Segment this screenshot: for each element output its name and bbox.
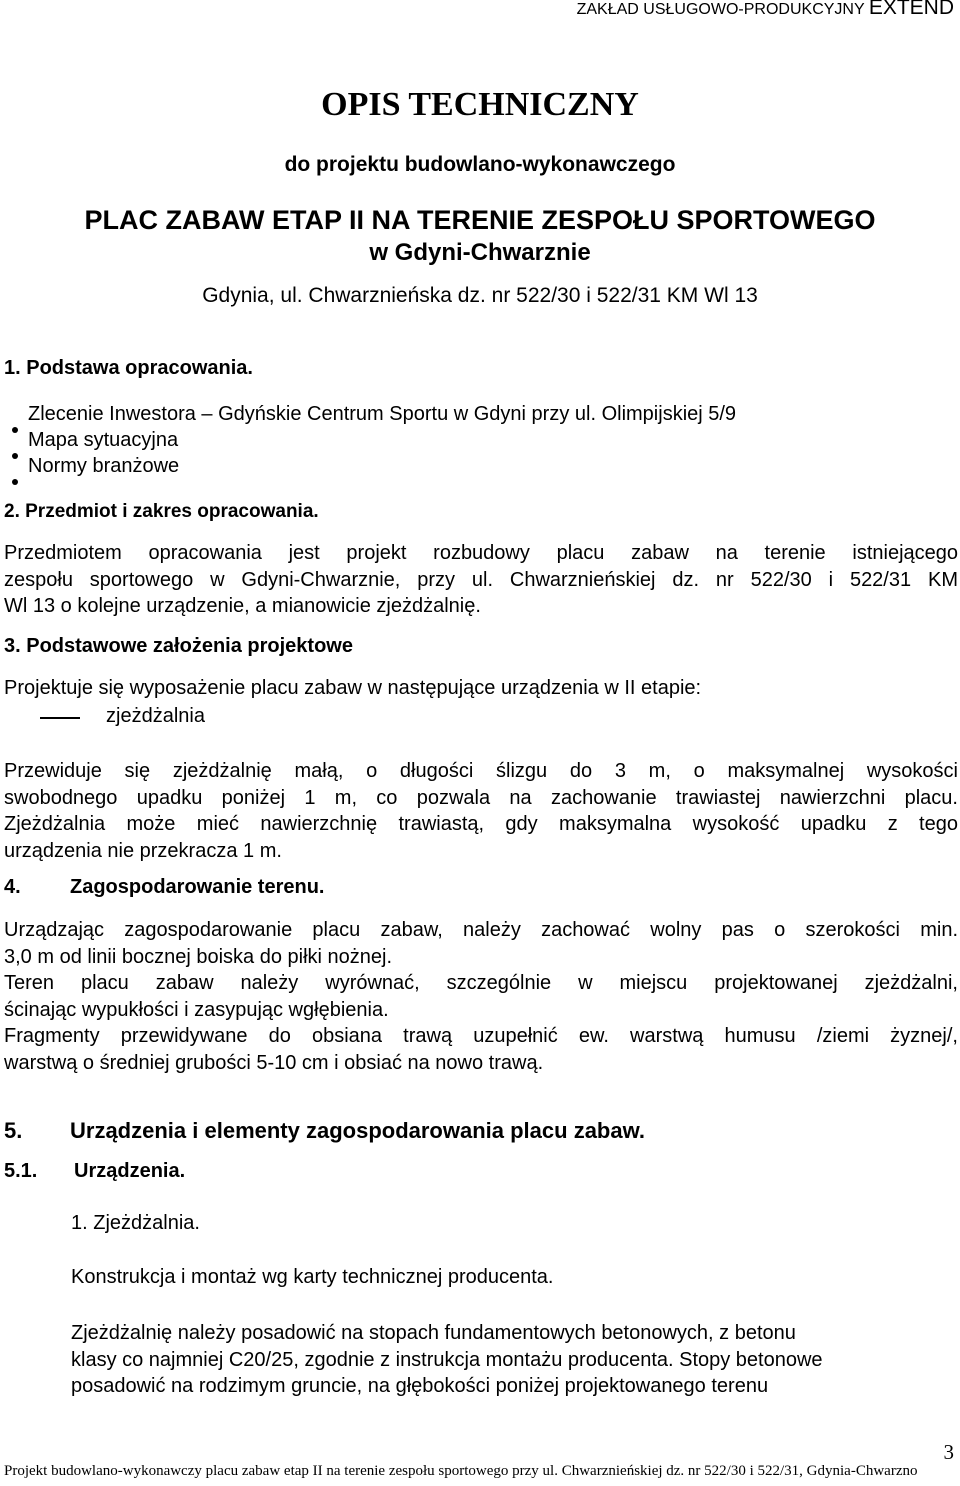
section-3-heading: 3. Podstawowe założenia projektowe bbox=[4, 635, 353, 657]
section-5-1-number: 5.1. bbox=[4, 1160, 38, 1182]
paragraph-line: zespołu sportowego w Gdyni-Chwarznie, przy ul. Chwarznieńskiej dz. nr 522/30 i 522/31 KM bbox=[4, 568, 958, 591]
paragraph-line: ścinając wypukłości i zasypując wgłębienia. bbox=[4, 998, 389, 1021]
section-4-paragraph-1 bbox=[4, 917, 958, 970]
section-3-dash-item: zjeżdżalnia bbox=[106, 705, 205, 727]
section-5-1-heading: Urządzenia. bbox=[74, 1160, 186, 1182]
document-title: OPIS TECHNICZNY bbox=[321, 86, 639, 123]
paragraph-line: Przedmiotem opracowania jest projekt rozbudowy placu zabaw na terenie istniejącego bbox=[4, 542, 958, 564]
page-footer: Projekt budowlano-wykonawczy placu zabaw etap II na terenie zespołu sportowego przy ul. Chwarznieńskiej dz. nr 522/30 i 522/31, Gdynia-Chwarzno bbox=[4, 1463, 918, 1479]
paragraph-line: Zjeżdżalnię należy posadowić na stopach fundamentowych betonowych, z betonu bbox=[71, 1322, 796, 1344]
page-header bbox=[577, 0, 954, 20]
page-number: 3 bbox=[943, 1440, 954, 1464]
paragraph-line: swobodnego upadku poniżej 1 m, co pozwala na zachowanie trawiastej nawierzchni placu. bbox=[4, 786, 958, 809]
paragraph-line: Fragmenty przewidywane do obsiana trawą uzupełnić ew. warstwą humusu /ziemi żyznej/, bbox=[4, 1025, 958, 1047]
construction-note: Konstrukcja i montaż wg karty technicznej producenta. bbox=[71, 1266, 554, 1288]
section-1-bullet-3: Normy branżowe bbox=[28, 455, 180, 477]
company-brand: EXTEND bbox=[868, 0, 954, 19]
section-4-paragraph-3 bbox=[4, 1023, 958, 1076]
section-2-paragraph bbox=[4, 540, 958, 620]
foundation-paragraph bbox=[71, 1320, 943, 1400]
section-3-paragraph bbox=[4, 758, 958, 864]
section-3-intro: Projektuje się wyposażenie placu zabaw w następujące urządzenia w II etapie: bbox=[4, 677, 702, 699]
paragraph-line: Urządzając zagospodarowanie placu zabaw, należy zachować wolny pas o szerokości min. bbox=[4, 919, 958, 941]
paragraph-line: Przewiduje się zjeżdżalnię małą, o długości ślizgu do 3 m, o maksymalnej wysokości bbox=[4, 760, 958, 782]
paragraph-line: Wl 13 o kolejne urządzenie, a mianowicie zjeżdżalnię. bbox=[4, 595, 481, 617]
project-title-line-1: PLAC ZABAW ETAP II NA TERENIE ZESPOŁU SPORTOWEGO bbox=[84, 205, 876, 235]
dash-bullet-icon bbox=[40, 717, 80, 719]
section-4-paragraph-2 bbox=[4, 970, 958, 1023]
section-1-bullet-2: Mapa sytuacyjna bbox=[28, 429, 179, 451]
section-5-heading: Urządzenia i elementy zagospodarowania placu zabaw. bbox=[70, 1118, 646, 1143]
bullet-icon bbox=[12, 427, 18, 433]
project-title-line-2: w Gdyni-Chwarznie bbox=[369, 239, 591, 266]
section-1-heading: 1. Podstawa opracowania. bbox=[4, 357, 253, 379]
section-1-bullet-1: Zlecenie Inwestora – Gdyńskie Centrum Sportu w Gdyni przy ul. Olimpijskiej 5/9 bbox=[28, 403, 737, 425]
device-item: 1. Zjeżdżalnia. bbox=[71, 1212, 200, 1234]
paragraph-line: 3,0 m od linii bocznej boiska do piłki nożnej. bbox=[4, 945, 392, 968]
paragraph-line: Zjeżdżalnia może mieć nawierzchnię trawiastą, gdy maksymalna wysokość upadku z tego bbox=[4, 813, 958, 835]
section-4-heading: Zagospodarowanie terenu. bbox=[70, 876, 325, 898]
paragraph-line: warstwą o średniej grubości 5-10 cm i obsiać na nowo trawą. bbox=[4, 1051, 544, 1074]
paragraph-line: posadowić na rodzimym gruncie, na głębokości poniżej projektowanego terenu bbox=[71, 1375, 769, 1397]
bullet-icon bbox=[12, 453, 18, 459]
paragraph-line: Teren placu zabaw należy wyrównać, szczególnie w miejscu projektowanej zjeżdżalni, bbox=[4, 972, 958, 994]
section-2-heading: 2. Przedmiot i zakres opracowania. bbox=[4, 501, 319, 522]
company-name: ZAKŁAD USŁUGOWO-PRODUKCYJNY bbox=[576, 1, 865, 18]
document-subtitle: do projektu budowlano-wykonawczego bbox=[284, 153, 676, 176]
section-4-number: 4. bbox=[4, 876, 21, 898]
section-5-number: 5. bbox=[4, 1118, 23, 1143]
paragraph-line: urządzenia nie przekracza 1 m. bbox=[4, 839, 282, 862]
project-address: Gdynia, ul. Chwarznieńska dz. nr 522/30 i 522/31 KM Wl 13 bbox=[202, 284, 758, 307]
bullet-icon bbox=[12, 479, 18, 485]
paragraph-line: klasy co najmniej C20/25, zgodnie z instrukcja montażu producenta. Stopy betonowe bbox=[71, 1348, 823, 1371]
